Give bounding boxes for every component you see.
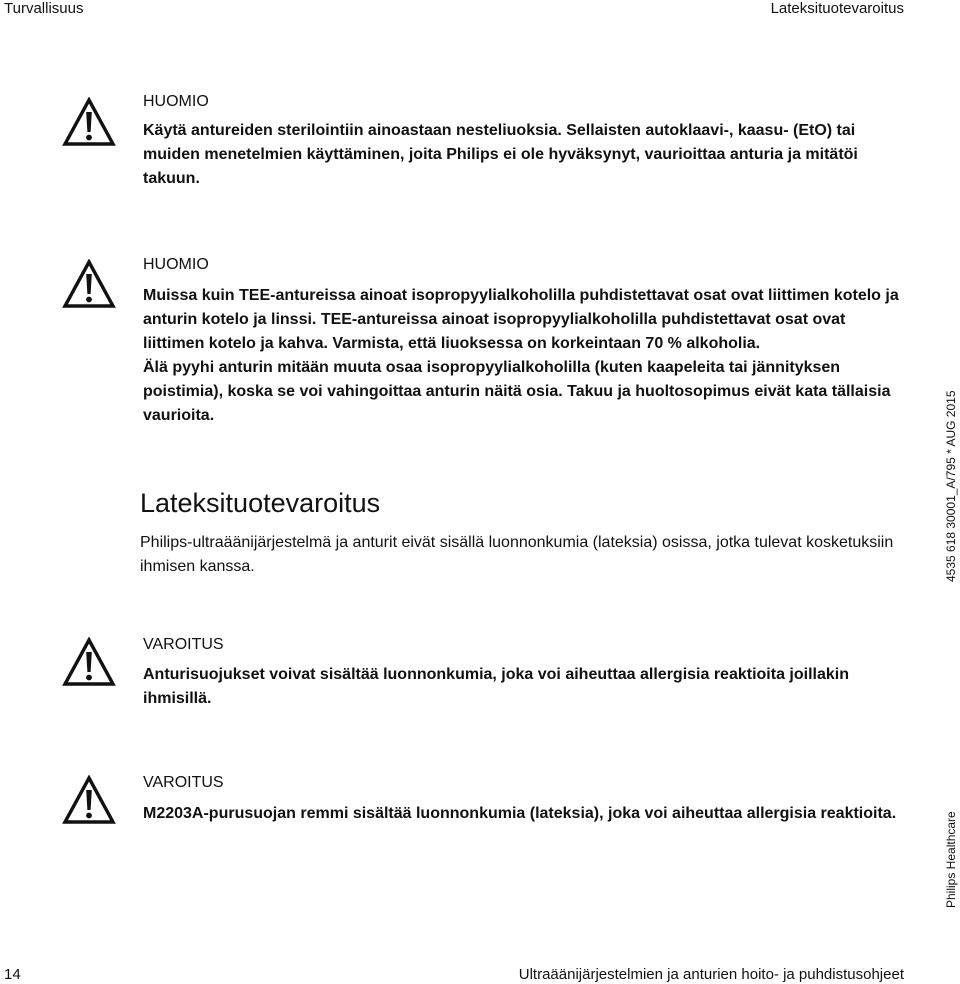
header-section-right: Lateksituotevaroitus (770, 0, 904, 17)
notice-text (143, 663, 903, 711)
section-body: Philips-ultraäänijärjestelmä ja anturit eivät sisällä luonnonkumia (lateksia) osissa, jotka tulevat kosketuksiin ihmisen kanssa. (140, 534, 894, 575)
warning-triangle-icon (62, 775, 116, 825)
notice-paragraph: Älä pyyhi anturin mitään muuta osaa isopropyylialkoholilla (kuten kaapeleita tai jännityksen poistimia), koska se voi vahingoittaa anturin näitä osia. Takuu ja huoltosopimus eivät kata tällaisia vaurioita. (143, 359, 891, 424)
notice-text (143, 802, 903, 826)
warning-triangle-icon (62, 97, 116, 147)
notice-paragraph: Käytä antureiden sterilointiin ainoastaan nesteliuoksia. Sellaisten autoklaavi-, kaasu- (EtO) tai muiden menetelmien käyttäminen, joita Philips ei ole hyväksynyt, vaurioittaa anturia ja mitätöi takuun. (143, 122, 858, 187)
notice-paragraph: Muissa kuin TEE-antureissa ainoat isopropyylialkoholilla puhdistettavat osat ovat liittimen kotelo ja anturin kotelo ja linssi. TEE-antureissa ainoat isopropyylialkoholilla puhdistettavat osat ovat liittimen kotelo ja kahva. Varmista, että liuoksessa on korkeintaan 70 % alkoholia. (143, 287, 899, 352)
header-section-left: Turvallisuus (4, 0, 84, 17)
notice-text (143, 284, 903, 428)
warning-triangle-icon (62, 637, 116, 687)
warning-triangle-icon (62, 259, 116, 309)
notice-title: HUOMIO (143, 93, 209, 110)
notice-paragraph: M2203A-purusuojan remmi sisältää luonnonkumia (lateksia), joka voi aiheuttaa allergisia reaktioita. (143, 805, 897, 822)
notice-title: HUOMIO (143, 256, 209, 273)
notice-paragraph: Anturisuojukset voivat sisältää luonnonkumia, joka voi aiheuttaa allergisia reaktioita joillakin ihmisillä. (143, 666, 849, 707)
manual-title: Ultraäänijärjestelmien ja anturien hoito- ja puhdistusohjeet (518, 966, 904, 983)
notice-title: VAROITUS (143, 774, 224, 791)
page-number: 14 (4, 966, 21, 983)
section-heading: Lateksituotevaroitus (140, 488, 381, 518)
notice-title: VAROITUS (143, 636, 224, 653)
document-code: 4535 618 30001_A/795 * AUG 2015 (944, 390, 958, 582)
notice-text (143, 119, 903, 191)
brand-name: Philips Healthcare (944, 811, 958, 908)
